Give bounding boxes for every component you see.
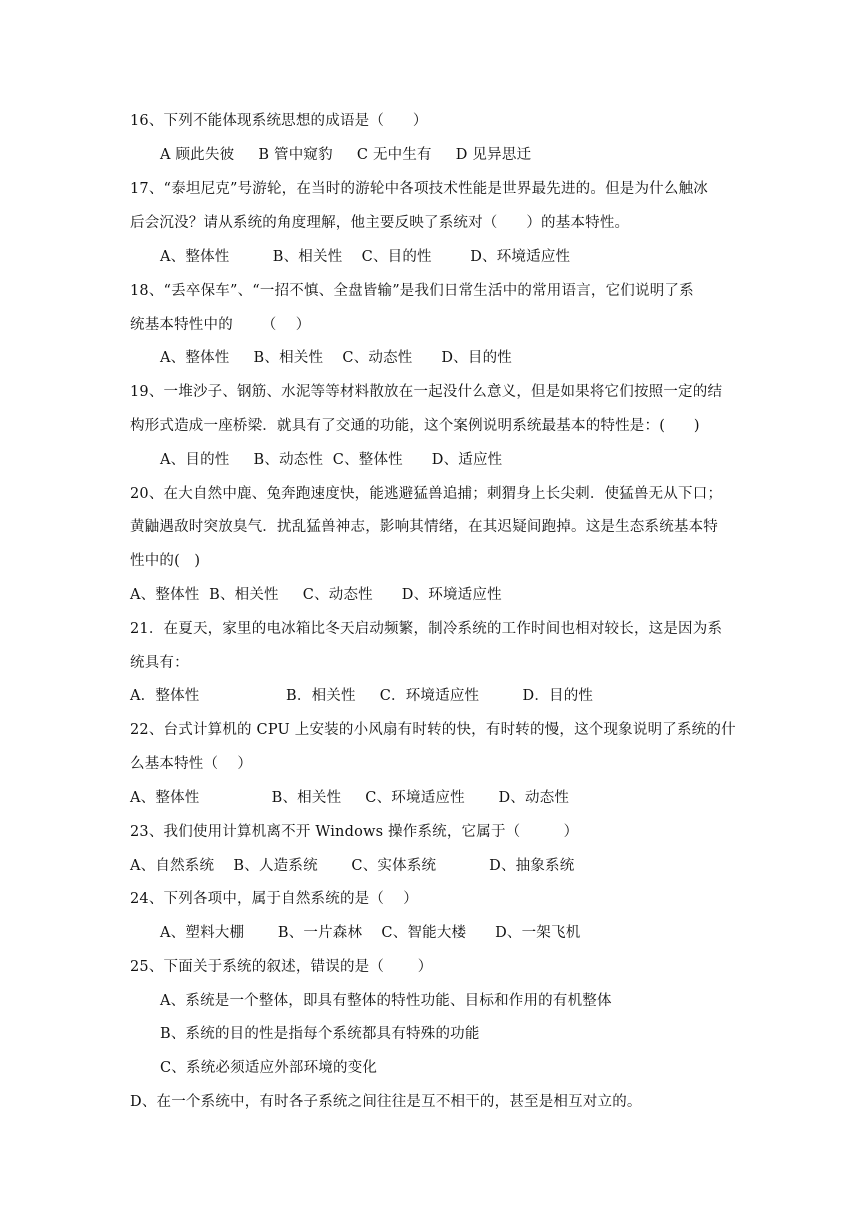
question-20-stem-line2: 黄鼬遇敌时突放臭气．扰乱猛兽神志，影响其情绪，在其迟疑间跑掉。这是生态系统基本特 — [130, 519, 718, 535]
question-17-options: A、整体性 B、相关性 C、目的性 D、环境适应性 — [160, 249, 571, 265]
question-17-stem-line2: 后会沉没？请从系统的角度理解，他主要反映了系统对（ ）的基本特性。 — [130, 215, 630, 231]
question-20-options: A、整体性 B、相关性 C、动态性 D、环境适应性 — [130, 587, 502, 603]
question-24-options: A、塑料大棚 B、一片森林 C、智能大楼 D、一架飞机 — [160, 925, 581, 941]
question-22-options: A、整体性 B、相关性 C、环境适应性 D、动态性 — [130, 790, 570, 806]
question-25-stem: 25、下面关于系统的叙述，错误的是（ ） — [130, 959, 433, 975]
question-18-options: A、整体性 B、相关性 C、动态性 D、目的性 — [160, 350, 512, 366]
question-23-stem: 23、我们使用计算机离不开 Windows 操作系统，它属于（ ） — [130, 824, 579, 840]
question-19-options: A、目的性 B、动态性 C、整体性 D、适应性 — [160, 452, 503, 468]
question-22-stem-line1: 22、台式计算机的 CPU 上安装的小风扇有时转的快，有时转的慢，这个现象说明了系统的什 — [130, 722, 736, 738]
question-20-stem-line3: 性中的( ) — [130, 553, 201, 569]
question-16-options: A 顾此失彼 B 管中窥豹 C 无中生有 D 见异思迁 — [160, 147, 532, 163]
question-25-option-b: B、系统的目的性是指每个系统都具有特殊的功能 — [160, 1026, 480, 1042]
question-24-stem: 24、下列各项中，属于自然系统的是（ ） — [130, 891, 418, 907]
question-23-options: A、自然系统 B、人造系统 C、实体系统 D、抽象系统 — [130, 858, 575, 874]
question-16-stem: 16、下列不能体现系统思想的成语是（ ） — [130, 113, 428, 129]
question-25-option-a: A、系统是一个整体，即具有整体的特性功能、目标和作用的有机整体 — [160, 993, 612, 1009]
question-20-stem-line1: 20、在大自然中鹿、兔奔跑速度快，能逃避猛兽追捕；刺猬身上长尖刺．使猛兽无从下口； — [130, 486, 723, 502]
question-21-stem-line1: 21．在夏天，家里的电冰箱比冬天启动频繁，制冷系统的工作时间也相对较长，这是因为系 — [130, 621, 723, 637]
question-21-stem-line2: 统具有： — [130, 655, 189, 671]
question-25-option-c: C、系统必须适应外部环境的变化 — [160, 1060, 378, 1076]
question-18-stem-line2: 统基本特性中的 （ ） — [130, 317, 311, 333]
question-19-stem-line2: 构形式造成一座桥梁．就具有了交通的功能，这个案例说明系统最基本的特性是：( ) — [130, 418, 700, 434]
question-17-stem-line1: 17、“泰坦尼克”号游轮，在当时的游轮中各项技术性能是世界最先进的。但是为什么触冰 — [130, 181, 708, 197]
question-21-options: A．整体性 B．相关性 C．环境适应性 D．目的性 — [130, 688, 594, 704]
question-19-stem-line1: 19、一堆沙子、钢筋、水泥等等材料散放在一起没什么意义，但是如果将它们按照一定的结 — [130, 384, 723, 400]
question-22-stem-line2: 么基本特性（ ） — [130, 756, 253, 772]
question-25-option-d: D、在一个系统中，有时各子系统之间往往是互不相干的，甚至是相互对立的。 — [130, 1094, 642, 1110]
question-18-stem-line1: 18、“丢卒保车”、“一招不慎、全盘皆输”是我们日常生活中的常用语言，它们说明了系 — [130, 283, 694, 299]
